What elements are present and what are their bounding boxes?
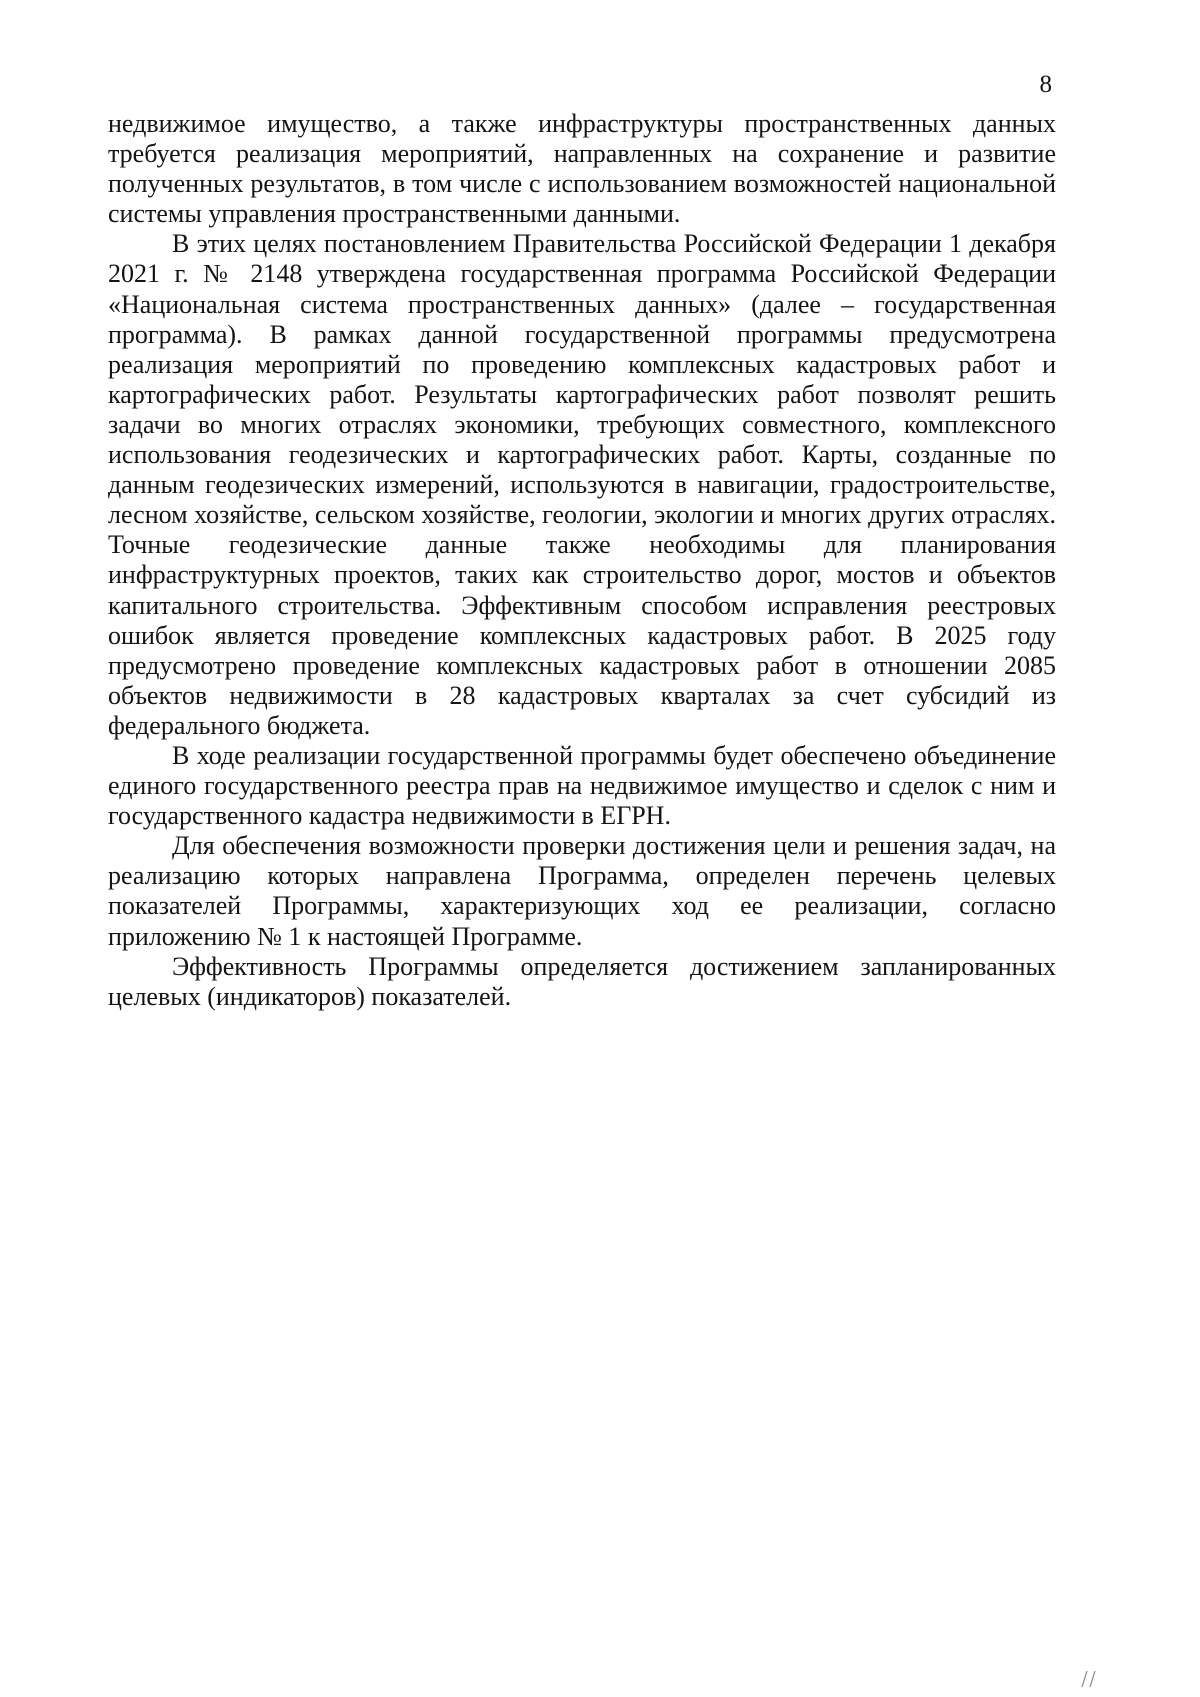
paragraph-continuation: недвижимое имущество, а также инфраструктуры пространственных данных требуется реализация мероприятий, направленных на сохранение и развитие полученных результатов, в том числе с использованием возможностей национальной системы управления пространственными данными. — [108, 109, 1056, 229]
page-number: 8 — [1039, 71, 1052, 98]
paragraph-target-indicators: Для обеспечения возможности проверки достижения цели и решения задач, на реализацию которых направлена Программа, определен перечень целевых показателей Программы, характеризующих ход ее реализации, согласно приложению № 1 к настоящей Программе. — [108, 831, 1056, 951]
paragraph-program-description: В этих целях постановлением Правительства Российской Федерации 1 декабря 2021 г. № 2148 утверждена государственная программа Российской Федерации «Национальная система пространственных данных» (далее – государственная программа). В рамках данной государственной программы предусмотрена реализация мероприятий по проведению комплексных кадастровых работ и картографических работ. Результаты картографических работ позволят решить задачи во многих отраслях экономики, требующих совместного, комплексного использования геодезических и картографических работ. Карты, созданные по данным геодезических измерений, используются в навигации, градостроительстве, лесном хозяйстве, сельском хозяйстве, геологии, экологии и многих других отраслях. Точные геодезические данные также необходимы для планирования инфраструктурных проектов, таких как строительство дорог, мостов и объектов капитального строительства. Эффективным способом исправления реестровых ошибок является проведение комплексных кадастровых работ. В 2025 году предусмотрено проведение комплексных кадастровых работ в отношении 2085 объектов недвижимости в 28 кадастровых кварталах за счет субсидий из федерального бюджета. — [108, 229, 1056, 740]
paragraph-registry-unification: В ходе реализации государственной программы будет обеспечено объединение единого государственного реестра прав на недвижимое имущество и сделок с ним и государственного кадастра недвижимости в ЕГРН. — [108, 740, 1056, 831]
body-text — [108, 109, 1056, 1012]
paragraph-program-effectiveness: Эффективность Программы определяется достижением запланированных целевых (индикаторов) показателей. — [108, 951, 1056, 1011]
scan-artifact-marks — [1076, 1667, 1100, 1689]
